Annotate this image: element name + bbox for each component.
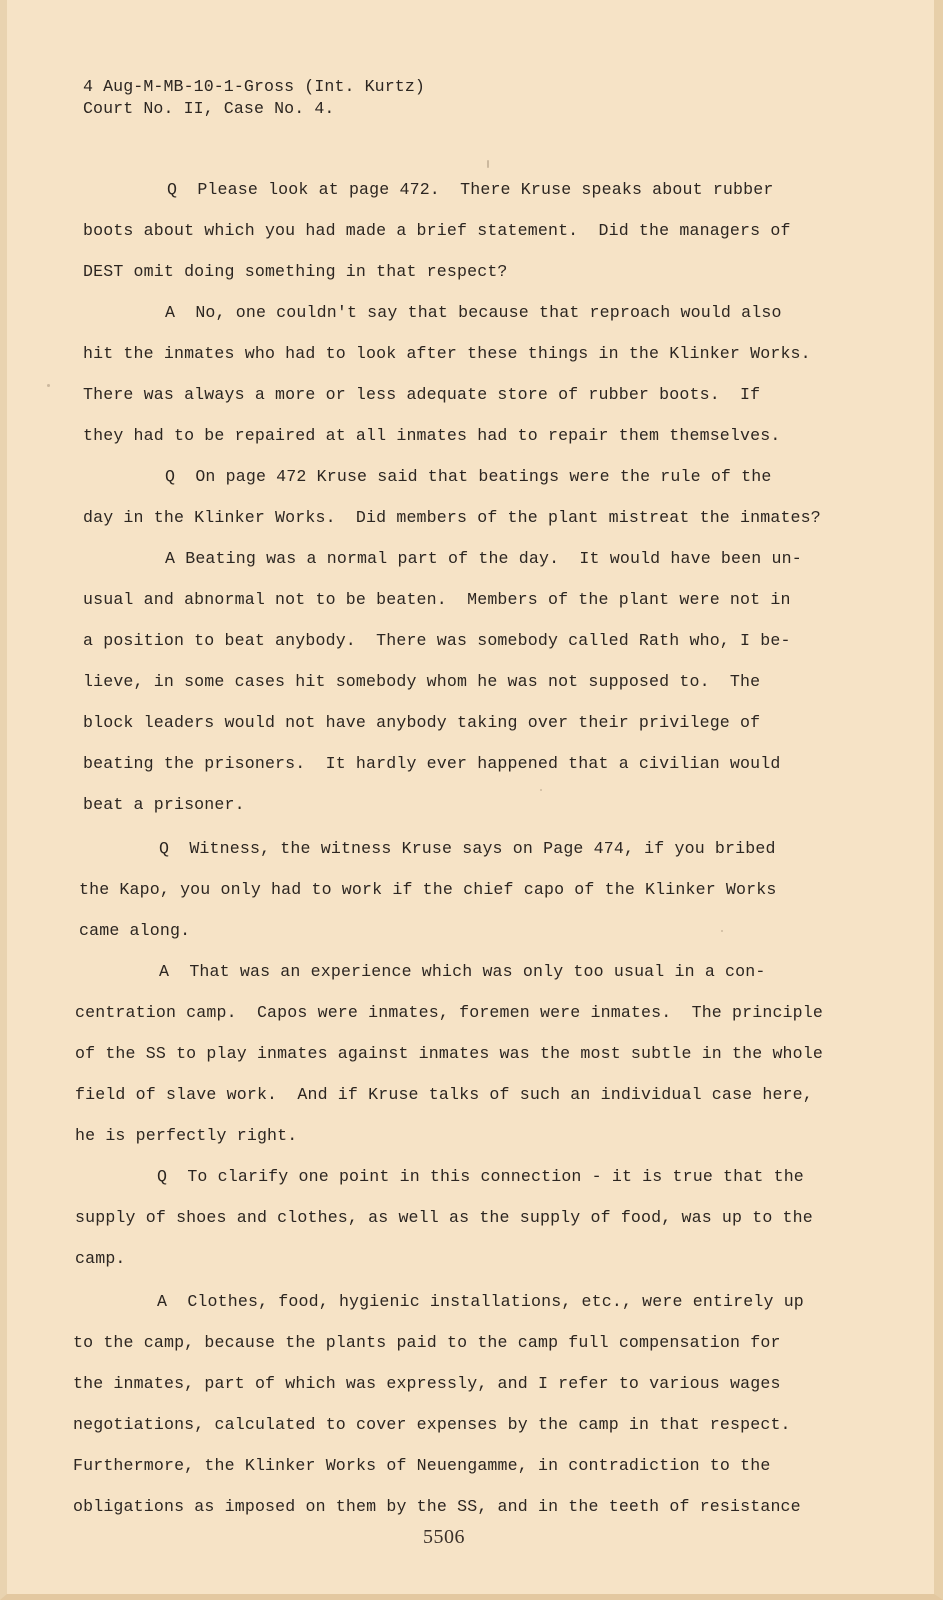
text-line: beating the prisoners. It hardly ever happened that a civilian would bbox=[83, 754, 781, 773]
text-line: hit the inmates who had to look after these things in the Klinker Works. bbox=[83, 344, 811, 363]
paper-speck bbox=[721, 930, 723, 932]
text-line: boots about which you had made a brief statement. Did the managers of bbox=[83, 221, 791, 240]
text-line: beat a prisoner. bbox=[83, 795, 245, 814]
text-line: to the camp, because the plants paid to the camp full compensation for bbox=[73, 1333, 781, 1352]
text-line: DEST omit doing something in that respect? bbox=[83, 262, 508, 281]
text-line: a position to beat anybody. There was somebody called Rath who, I be- bbox=[83, 631, 791, 650]
text-line: the Kapo, you only had to work if the chief capo of the Klinker Works bbox=[79, 880, 777, 899]
paper-speck bbox=[47, 384, 50, 387]
header-reference-line: 4 Aug-M-MB-10-1-Gross (Int. Kurtz) bbox=[83, 77, 425, 96]
text-line: centration camp. Capos were inmates, foremen were inmates. The principle bbox=[75, 1003, 823, 1022]
text-line: negotiations, calculated to cover expenses by the camp in that respect. bbox=[73, 1415, 791, 1434]
text-line: There was always a more or less adequate store of rubber boots. If bbox=[83, 385, 761, 404]
paper-speck bbox=[487, 160, 489, 168]
text-line: A Beating was a normal part of the day. It would have been un- bbox=[165, 549, 802, 568]
text-line: Q Witness, the witness Kruse says on Page 474, if you bribed bbox=[159, 839, 776, 858]
text-line: Furthermore, the Klinker Works of Neuengamme, in contradiction to the bbox=[73, 1456, 771, 1475]
text-line: came along. bbox=[79, 921, 191, 940]
text-line: usual and abnormal not to be beaten. Members of the plant were not in bbox=[83, 590, 791, 609]
text-line: block leaders would not have anybody taking over their privilege of bbox=[83, 713, 761, 732]
text-line: obligations as imposed on them by the SS, and in the teeth of resistance bbox=[73, 1497, 801, 1516]
text-line: field of slave work. And if Kruse talks of such an individual case here, bbox=[75, 1085, 813, 1104]
text-line: of the SS to play inmates against inmates was the most subtle in the whole bbox=[75, 1044, 823, 1063]
text-line: lieve, in some cases hit somebody whom he was not supposed to. The bbox=[83, 672, 761, 691]
page-number: 5506 bbox=[423, 1526, 465, 1548]
text-line: A No, one couldn't say that because that reproach would also bbox=[165, 303, 782, 322]
text-line: he is perfectly right. bbox=[75, 1126, 298, 1145]
text-line: Q To clarify one point in this connection - it is true that the bbox=[157, 1167, 804, 1186]
text-line: day in the Klinker Works. Did members of the plant mistreat the inmates? bbox=[83, 508, 821, 527]
text-line: A Clothes, food, hygienic installations, etc., were entirely up bbox=[157, 1292, 804, 1311]
text-line: supply of shoes and clothes, as well as the supply of food, was up to the bbox=[75, 1208, 813, 1227]
text-line: A That was an experience which was only too usual in a con- bbox=[159, 962, 766, 981]
header-court-line: Court No. II, Case No. 4. bbox=[83, 99, 335, 118]
text-line: Q On page 472 Kruse said that beatings were the rule of the bbox=[165, 467, 772, 486]
document-header bbox=[83, 76, 425, 120]
text-line: they had to be repaired at all inmates had to repair them themselves. bbox=[83, 426, 781, 445]
text-line: Q Please look at page 472. There Kruse speaks about rubber bbox=[167, 180, 774, 199]
paper-speck bbox=[540, 789, 542, 791]
text-line: camp. bbox=[75, 1249, 126, 1268]
text-line: the inmates, part of which was expressly, and I refer to various wages bbox=[73, 1374, 781, 1393]
